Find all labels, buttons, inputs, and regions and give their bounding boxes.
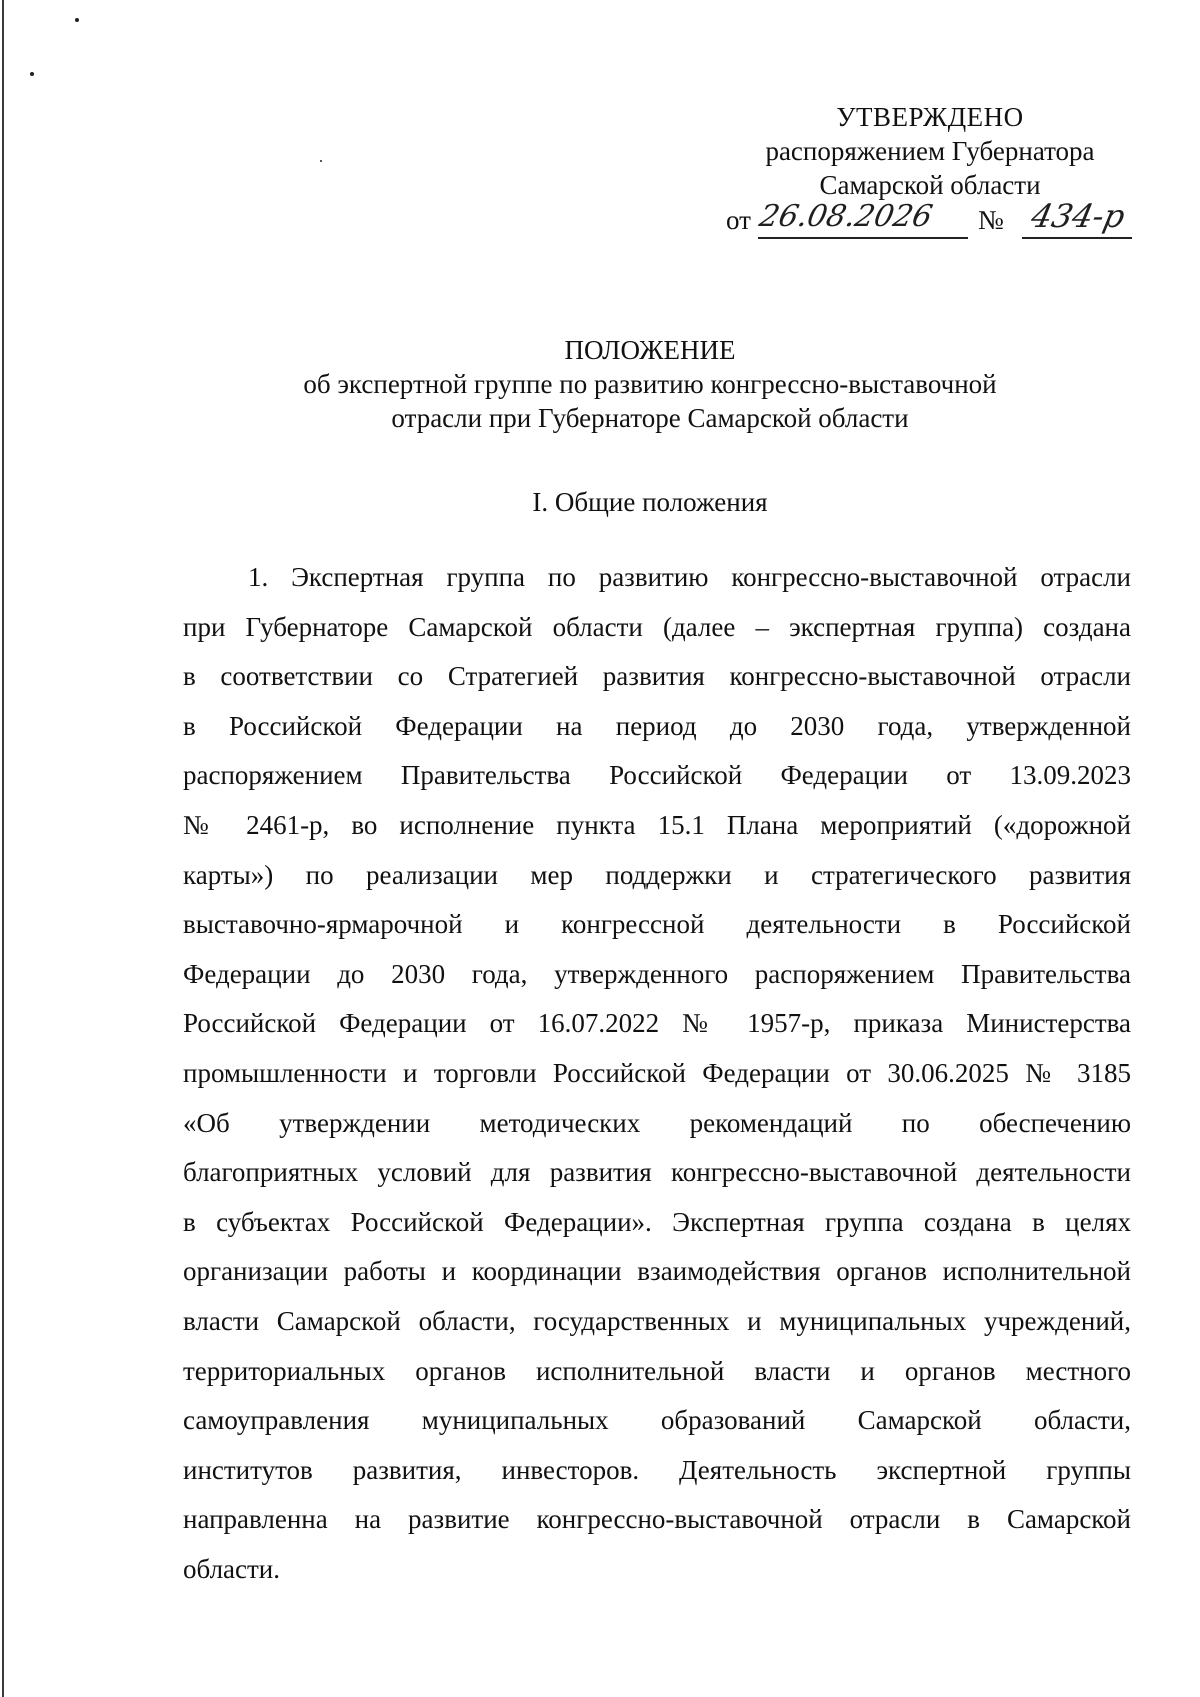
paragraph-line: «Об утверждении методических рекомендаций по обеспечению bbox=[183, 1107, 1131, 1138]
approval-issuer: распоряжением Губернатора bbox=[765, 136, 1095, 166]
paragraph-line: Российской Федерации от 16.07.2022 № 1957-р, приказа Министерства bbox=[183, 1008, 1131, 1039]
paragraph-line: благоприятных условий для развития конгрессно-выставочной деятельности bbox=[183, 1157, 1131, 1188]
paragraph-line: в соответствии со Стратегией развития конгрессно-выставочной отрасли bbox=[183, 661, 1131, 692]
title-subtitle-line1: об экспертной группе по развитию конгрессно-выставочной bbox=[303, 369, 997, 399]
scan-edge-line bbox=[2, 0, 4, 1697]
paragraph-line: при Губернаторе Самарской области (далее – экспертная группа) создана bbox=[183, 611, 1131, 642]
scan-speck bbox=[30, 72, 34, 76]
approval-date-number-row bbox=[726, 197, 1146, 243]
approval-block bbox=[700, 100, 1160, 202]
paragraph-line: территориальных органов исполнительной власти и органов местного bbox=[183, 1355, 1131, 1386]
paragraph-line: карты») по реализации мер поддержки и стратегического развития bbox=[183, 859, 1131, 890]
handwritten-date: 26.08.2026 bbox=[756, 199, 936, 234]
paragraph-line: власти Самарской области, государственных и муниципальных учреждений, bbox=[183, 1305, 1131, 1336]
document-title bbox=[150, 333, 1150, 435]
paragraph-line: распоряжением Правительства Российской Федерации от 13.09.2023 bbox=[183, 760, 1131, 791]
paragraph-line: организации работы и координации взаимодействия органов исполнительной bbox=[183, 1256, 1131, 1287]
title-subtitle-line2: отрасли при Губернаторе Самарской области bbox=[391, 403, 909, 433]
paragraph-line: 1. Экспертная группа по развитию конгрессно-выставочной отрасли bbox=[248, 562, 1131, 592]
paragraph-line: самоуправления муниципальных образований Самарской области, bbox=[183, 1405, 1131, 1436]
paragraph-line: направленна на развитие конгрессно-выставочной отрасли в Самарской bbox=[183, 1504, 1131, 1535]
scan-speck bbox=[320, 160, 322, 162]
title-heading: ПОЛОЖЕНИЕ bbox=[564, 335, 736, 365]
number-label: № bbox=[978, 205, 1004, 235]
approval-region: Самарской области bbox=[819, 170, 1041, 200]
paragraph-line: институтов развития, инвесторов. Деятельность экспертной группы bbox=[183, 1454, 1131, 1485]
date-underline bbox=[758, 237, 968, 239]
number-underline bbox=[1022, 237, 1132, 239]
paragraph-line: в Российской Федерации на период до 2030 года, утвержденной bbox=[183, 710, 1131, 741]
approval-status: УТВЕРЖДЕНО bbox=[836, 102, 1024, 132]
paragraph-line: промышленности и торговли Российской Федерации от 30.06.2025 № 3185 bbox=[183, 1057, 1131, 1088]
date-label: от bbox=[726, 205, 751, 235]
paragraph-line: выставочно-ярмарочной и конгрессной деятельности в Российской bbox=[183, 909, 1131, 940]
paragraph-line: Федерации до 2030 года, утвержденного распоряжением Правительства bbox=[183, 958, 1131, 989]
scan-speck bbox=[75, 18, 79, 22]
section-heading: I. Общие положения bbox=[532, 487, 768, 517]
paragraph-line: № 2461-р, во исполнение пункта 15.1 Плана мероприятий («дорожной bbox=[183, 809, 1131, 840]
paragraph-1 bbox=[183, 560, 1131, 1601]
paragraph-line: области. bbox=[183, 1553, 281, 1584]
handwritten-number: 434-р bbox=[1027, 197, 1129, 235]
paragraph-line: в субъектах Российской Федерации». Экспертная группа создана в целях bbox=[183, 1206, 1131, 1237]
